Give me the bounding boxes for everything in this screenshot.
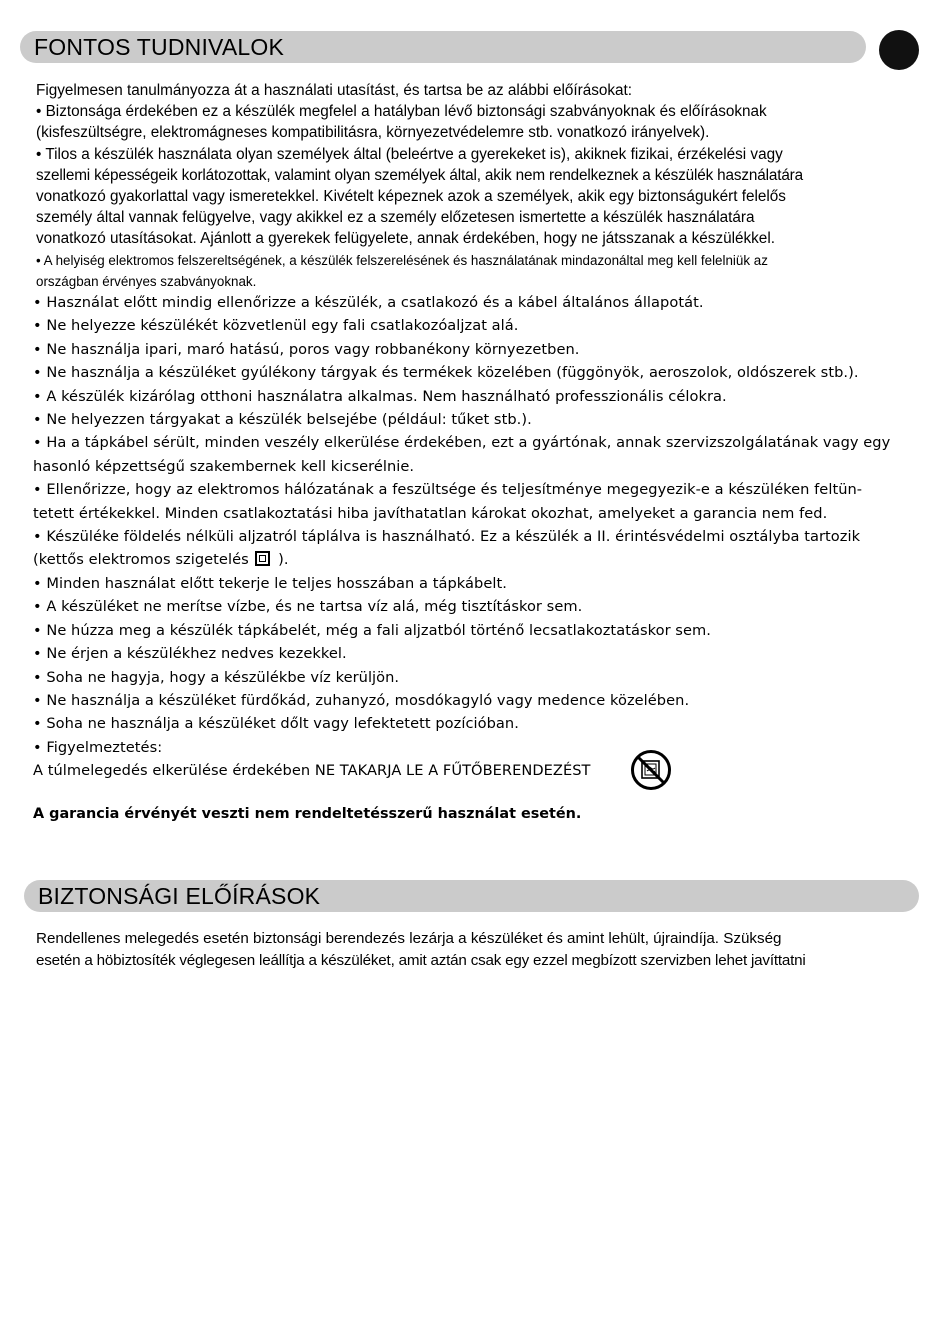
intro-item-line: (kisfeszültségre, elektromágneses kompatibilitásra, környezetvédelemre stb. vonatkozó irányelvek).: [36, 124, 710, 142]
list-item: • Ellenőrizze, hogy az elektromos hálózatának a feszültsége és teljesítménye megegyezik-e a készüléken feltün-: [33, 481, 863, 499]
list-item: [33, 548, 933, 571]
list-item: • Készüléke földelés nélküli aljzatról táplálva is használható. Ez a készülék a II. érintésvédelmi osztályba tartozik: [33, 528, 861, 546]
intro-item-line: országban érvényes szabványoknak.: [36, 273, 257, 289]
list-item: • A készülék kizárólag otthoni használatra alkalmas. Nem használható professzionális célokra.: [33, 387, 727, 405]
list-item: • Ha a tápkábel sérült, minden veszély elkerülése érdekében, ezt a gyártónak, annak szervizszolgálatának vagy egy: [33, 434, 891, 452]
section-title: FONTOS TUDNIVALOK: [34, 34, 285, 60]
intro-item-line: személy által vannak felügyelve, vagy akikkel ez a személy előzetesen ismertette a készülék használatára: [36, 209, 755, 227]
list-item: • Ne helyezze készülékét közvetlenül egy fali csatlakozóaljzat alá.: [33, 317, 519, 335]
intro-item-line: • Biztonsága érdekében ez a készülék megfelel a hatályban lévő biztonsági szabványoknak és előírásoknak: [36, 103, 767, 121]
list-item: • Ne használja a készüléket gyúlékony tárgyak és termékek közelében (függönyök, aeroszolok, oldószerek stb.).: [33, 364, 859, 382]
list-item: tetett értékekkel. Minden csatlakoztatási hiba javíthatatlan károkat okozhat, amelyeket a garancia nem fed.: [33, 504, 828, 522]
intro-lead: Figyelmesen tanulmányozza át a használati utasítást, és tartsa be az alábbi előírásokat:: [36, 82, 633, 99]
do-not-cover-icon: [630, 749, 672, 791]
list-item: • Ne használja ipari, maró hatású, poros vagy robbanékony környezetben.: [33, 340, 580, 358]
intro-item-line: szellemi képességeik korlátozottak, valamint olyan személyek által, akik nem rendelkeznek a készülék használatára: [36, 166, 803, 184]
warranty-notice: A garancia érvényét veszti nem rendeltetésszerű használat esetén.: [33, 806, 582, 822]
list-item: • Figyelmeztetés:: [33, 738, 163, 756]
list-item: • Ne érjen a készülékhez nedves kezekkel.: [33, 645, 347, 663]
section-header-safety: [24, 880, 919, 912]
intro-item-line: • A helyiség elektromos felszereltségének, a készülék felszerelésének és használatának mindazonáltal meg kell felelniük az: [36, 252, 768, 268]
list-item-text: (kettős elektromos szigetelés: [33, 551, 249, 569]
intro-block: [36, 80, 936, 292]
rules-list: [33, 291, 933, 783]
intro-item-line: • Tilos a készülék használata olyan személyek által (beleértve a gyerekeket is), akiknek fizikai, érzékelési vagy: [36, 145, 783, 163]
intro-item-line: vonatkozó gyakorlattal vagy ismeretekkel. Kivételt képeznek azok a személyek, akik egy biztonságukért felelős: [36, 188, 786, 206]
double-insulation-icon: [255, 551, 270, 566]
list-item-text: ).: [278, 551, 289, 569]
list-item: • A készüléket ne merítse vízbe, és ne tartsa víz alá, még tisztításkor sem.: [33, 598, 583, 616]
safety-text: [36, 928, 936, 971]
paragraph-line: esetén a höbiztosíték véglegesen leállítja a készüléket, amit aztán csak egy ezzel megbízott szervizben lehet javíttatni: [36, 951, 806, 969]
list-item: • Soha ne használja a készüléket dőlt vagy lefektetett pozícióban.: [33, 715, 519, 733]
list-item: • Minden használat előtt tekerje le teljes hosszában a tápkábelt.: [33, 574, 507, 592]
list-item: • Használat előtt mindig ellenőrizze a készülék, a csatlakozó és a kábel általános állapotát.: [33, 294, 704, 311]
list-item: A túlmelegedés elkerülése érdekében NE TAKARJA LE A FŰTŐBERENDEZÉST: [33, 762, 591, 780]
list-item: • Ne helyezzen tárgyakat a készülék belsejébe (például: tűket stb.).: [33, 411, 532, 429]
section-title: BIZTONSÁGI ELŐÍRÁSOK: [38, 883, 321, 909]
list-item: • Soha ne hagyja, hogy a készülékbe víz kerüljön.: [33, 668, 400, 686]
intro-item-line: vonatkozó utasításokat. Ajánlott a gyerekek felügyelete, annak érdekében, hogy ne játsszanak a készülékkel.: [36, 230, 775, 248]
list-item: hasonló képzettségű szakembernek kell kicserélnie.: [33, 457, 415, 475]
page-marker-dot: [879, 30, 919, 70]
list-item: • Ne használja a készüléket fürdőkád, zuhanyzó, mosdókagyló vagy medence közelében.: [33, 691, 690, 709]
paragraph-line: Rendellenes melegedés esetén biztonsági berendezés lezárja a készüléket és amint lehült, újraindíja. Szükség: [36, 930, 782, 947]
list-item: • Ne húzza meg a készülék tápkábelét, még a fali aljzatból történő lecsatlakoztatáskor sem.: [33, 621, 711, 639]
section-header-important: [20, 31, 866, 63]
